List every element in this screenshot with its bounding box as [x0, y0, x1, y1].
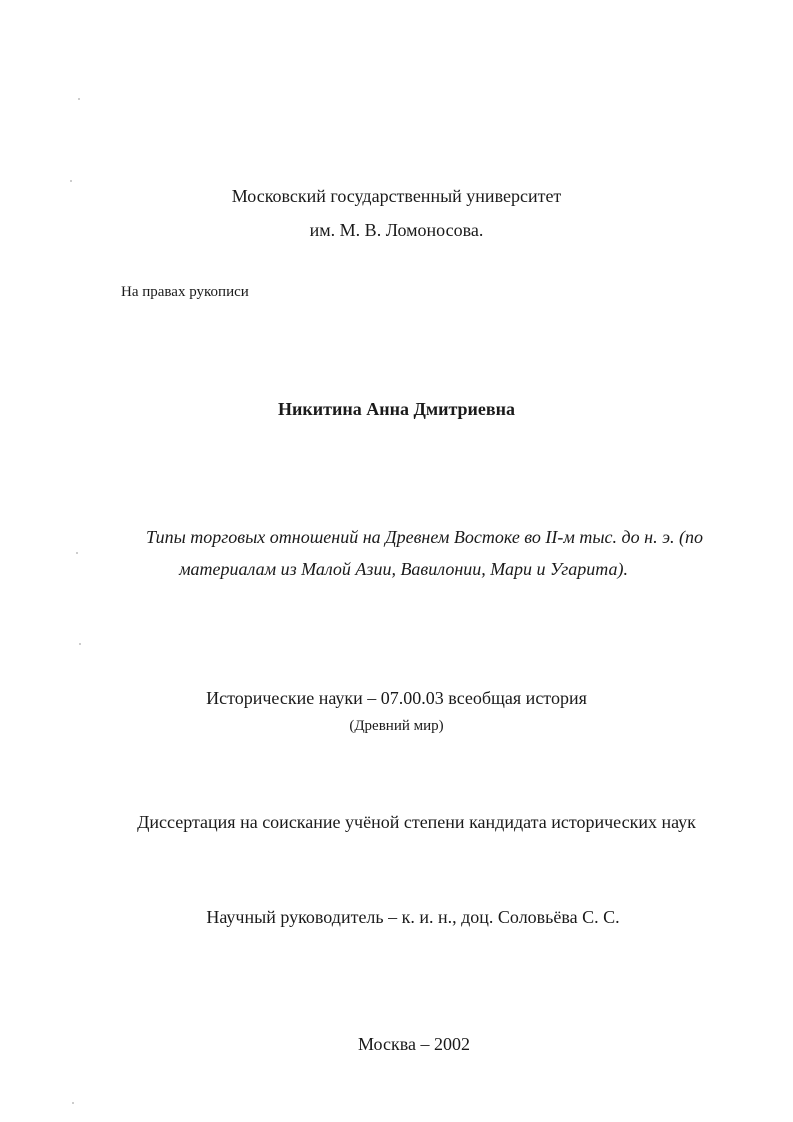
subspecialty: (Древний мир)	[349, 718, 444, 734]
dissertation-title-line-2: материалам из Малой Азии, Вавилонии, Мари и Угарита).	[179, 559, 628, 579]
scan-speck	[76, 552, 78, 554]
scan-speck	[79, 643, 81, 645]
scan-speck	[70, 180, 72, 182]
dissertation-title-line-1: Типы торговых отношений на Древнем Востоке во II-м тыс. до н. э. (по	[146, 527, 703, 547]
degree-statement: Диссертация на соискание учёной степени кандидата исторических наук	[137, 812, 696, 832]
supervisor: Научный руководитель – к. и. н., доц. Соловьёва С. С.	[206, 907, 620, 927]
scan-speck	[78, 98, 80, 100]
author-name: Никитина Анна Дмитриевна	[278, 399, 515, 419]
scan-speck	[72, 1102, 74, 1104]
city-year: Москва – 2002	[358, 1034, 470, 1054]
specialty: Исторические науки – 07.00.03 всеобщая история	[206, 688, 587, 708]
rights-note: На правах рукописи	[121, 284, 249, 300]
university-name: Московский государственный университет	[231, 186, 562, 206]
university-named-after: им. М. В. Ломоносова.	[309, 220, 484, 240]
